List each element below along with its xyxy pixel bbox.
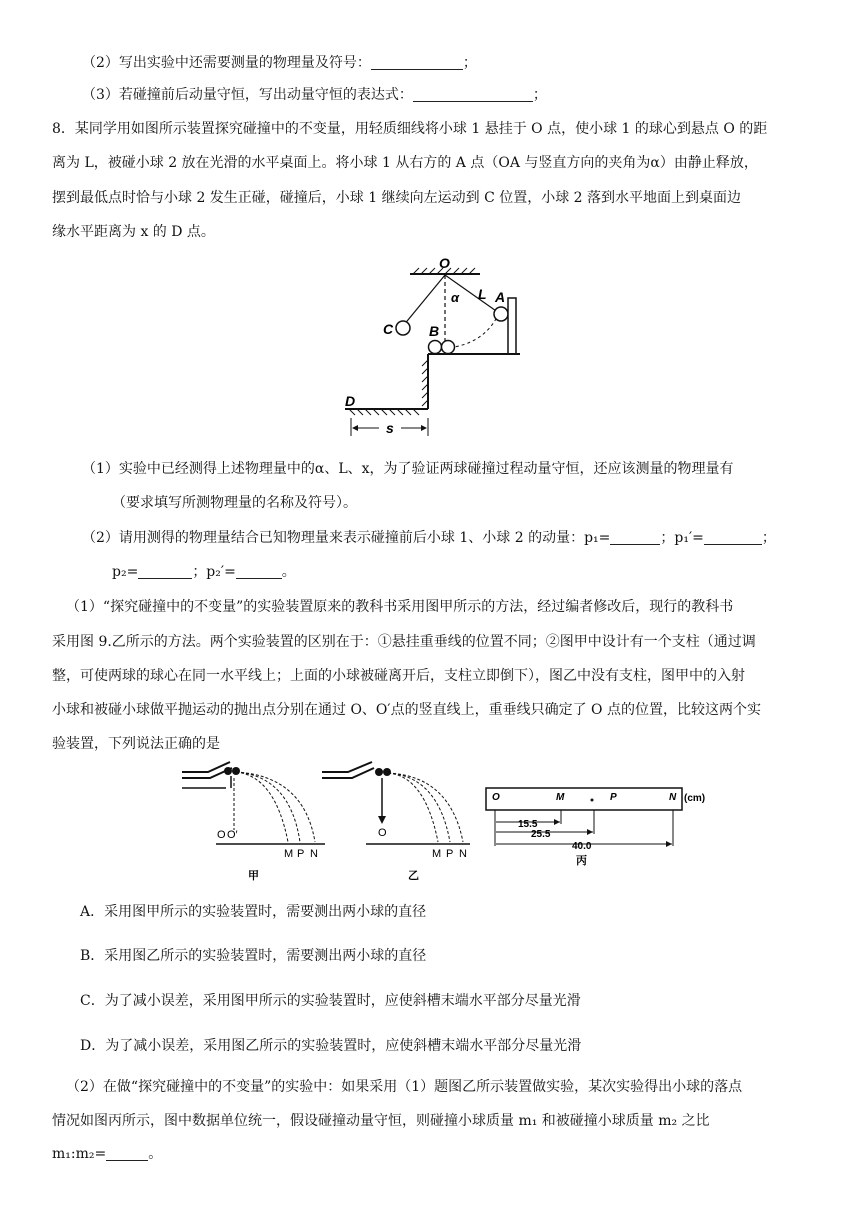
q8-stem-line4: 缘水平距离为 x 的 D 点。 [52, 224, 215, 240]
yi-label-P: P [446, 848, 454, 860]
q8-stem-line3: 摆到最低点时恰与小球 2 发生正碰，碰撞后，小球 1 继续向左运动到 C 位置，小球 2 落到水平地面上到桌面边 [52, 190, 742, 206]
yi-label-M: M [432, 848, 442, 860]
jia-label-P: P [297, 848, 305, 860]
q7-part3 [82, 85, 547, 105]
label-A: A [495, 289, 506, 305]
bing-label-O: O [492, 792, 500, 803]
bing-label-N: N [669, 792, 677, 803]
ball-C [396, 321, 410, 335]
p1-label: p₁= [584, 530, 611, 546]
p1-prime-end: ； [761, 530, 776, 546]
q7-part2-answer-blank[interactable] [371, 55, 463, 70]
q8-stem-line1: 8．某同学用如图所示装置探究碰撞中的不变量，用轻质细线将小球 1 悬挂于 O 点，使小球 1 的球心到悬点 O 的距 [52, 121, 768, 137]
q9-stem-line1: （1）“探究碰撞中的不变量”的实验装置原来的教科书采用图甲所示的方法，经过编者修改后，现行的教科书 [66, 599, 734, 615]
jia-caption: 甲 [248, 870, 259, 882]
q9-part2-line2: 情况如图丙所示，图中数据单位统一，假设碰撞动量守恒，则碰撞小球质量 m₁ 和被碰撞小球质量 m₂ 之比 [52, 1113, 710, 1129]
p2-label: p₂= [112, 564, 139, 580]
p1-answer-blank[interactable] [610, 530, 660, 545]
q7-part3-text: （3）若碰撞前后动量守恒，写出动量守恒的表达式： [82, 87, 413, 103]
ball-2 [442, 341, 455, 354]
jia-label-N: N [310, 848, 318, 860]
post [508, 298, 516, 354]
yi-label-O: O [378, 827, 387, 839]
pendulum-figure [335, 256, 545, 441]
q8-sub1-line2: （要求填写所测物理量的名称及符号）。 [112, 495, 357, 511]
option-A[interactable]: A．采用图甲所示的实验装置时，需要测出两小球的直径 [80, 904, 427, 920]
q8-sub2-line2 [112, 562, 296, 582]
label-C: C [383, 321, 394, 337]
q7-part2-text: （2）写出实验中还需要测量的物理量及符号： [82, 55, 371, 71]
bing-caption: 丙 [576, 855, 587, 867]
bing-label-P: P [610, 792, 617, 803]
label-L: L [478, 286, 487, 302]
p2-answer-blank[interactable] [138, 564, 192, 579]
ball-A [494, 307, 508, 321]
q9-stem-line3: 整，可使两球的球心在同一水平线上；上面的小球被碰离开后，支柱立即倒下），图乙中没有支柱，图甲中的入射 [52, 668, 745, 684]
ratio-label: m₁:m₂= [52, 1146, 107, 1162]
figure-jia [180, 758, 325, 884]
yi-caption: 乙 [408, 870, 419, 882]
q8-sub2-line1 [82, 528, 776, 548]
label-B: B [429, 323, 440, 339]
q8-sub2-text: （2）请用测得的物理量结合已知物理量来表示碰撞前后小球 1、小球 2 的动量： [82, 530, 585, 546]
option-C[interactable]: C．为了减小误差，采用图甲所示的实验装置时，应使斜槽末端水平部分尽量光滑 [80, 993, 581, 1009]
option-D[interactable]: D．为了减小误差，采用图乙所示的实验装置时，应使斜槽末端水平部分尽量光滑 [80, 1038, 582, 1054]
q7-part3-end: ； [532, 87, 547, 103]
figure-yi [320, 758, 470, 884]
label-O: O [439, 256, 450, 271]
q7-part2 [82, 53, 477, 73]
p2-prime-label: ；p₂′= [192, 564, 236, 580]
figure-bing [484, 780, 714, 884]
q9-part2-line3 [52, 1144, 162, 1164]
jia-label-M: M [284, 848, 294, 860]
option-B[interactable]: B．采用图乙所示的实验装置时，需要测出两小球的直径 [80, 948, 427, 964]
q9-part2-line1: （2）在做“探究碰撞中的不变量”的实验中：如果采用（1）题图乙所示装置做实验，某次实验得出小球的落点 [66, 1079, 743, 1095]
q9-stem-line2: 采用图 9.乙所示的方法。两个实验装置的区别在于：①悬挂重垂线的位置不同；②图甲中设计有一个支柱（通过调 [52, 634, 756, 650]
yi-label-N: N [459, 848, 467, 860]
bing-dist-40-0: 40.0 [572, 841, 592, 852]
bing-label-M: M [556, 792, 565, 803]
jia-label-O-prime: O′ [227, 829, 238, 841]
q8-sub1-line1: （1）实验中已经测得上述物理量中的α、L、x，为了验证两球碰撞过程动量守恒，还应该测量的物理量有 [82, 461, 734, 477]
label-s: s [386, 420, 394, 436]
p2-prime-answer-blank[interactable] [236, 564, 282, 579]
q8-stem-line2: 离为 L，被碰小球 2 放在光滑的水平桌面上。将小球 1 从右方的 A 点（OA 与竖直方向的夹角为α）由静止释放， [52, 155, 758, 171]
bing-unit: (cm) [684, 793, 706, 804]
ball-B [429, 341, 442, 354]
label-D: D [345, 393, 356, 409]
ratio-end: 。 [148, 1146, 163, 1162]
label-alpha: α [451, 290, 460, 305]
q9-stem-line4: 小球和被碰小球做平抛运动的抛出点分别在通过 O、O′点的竖直线上，重垂线只确定了 O 点的位置，比较这两个实 [52, 702, 761, 718]
q9-stem-line5: 验装置，下列说法正确的是 [52, 736, 220, 752]
bing-dist-15-5: 15.5 [518, 819, 538, 830]
q8-sub2-end: 。 [281, 564, 296, 580]
q7-part2-end: ； [462, 55, 477, 71]
ratio-answer-blank[interactable] [106, 1146, 148, 1161]
p1-prime-label: ；p₁′= [660, 530, 704, 546]
q7-part3-answer-blank[interactable] [413, 87, 533, 102]
bing-dist-25-5: 25.5 [531, 829, 551, 840]
p1-prime-answer-blank[interactable] [704, 530, 762, 545]
jia-label-O: O [217, 829, 226, 841]
